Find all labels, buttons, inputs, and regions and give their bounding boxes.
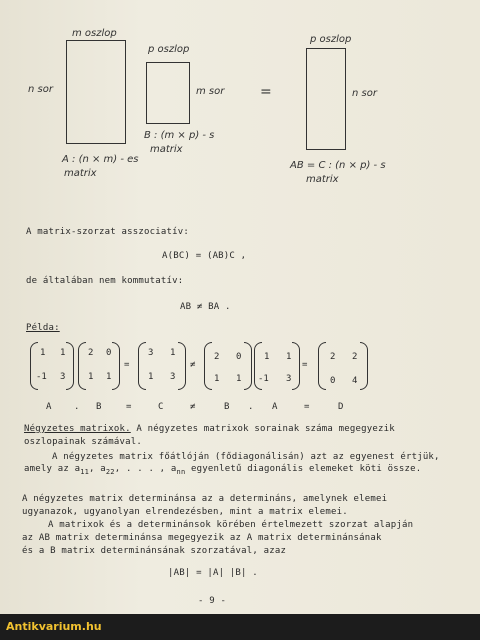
square-text: A négyzetes matrixok sorainak száma megegyezik [130, 424, 395, 434]
label-ab-dim: AB = C : (n × p) - s [290, 160, 386, 171]
square-line-4 [24, 464, 421, 476]
equals-sign: = [124, 360, 130, 370]
matrix-cell: 0 [106, 348, 112, 358]
watermark-brand: Antikvarium.hu [6, 620, 102, 633]
square-title: Négyzetes matrixok. [24, 424, 131, 434]
assoc-formula: A(BC) = (AB)C , [162, 251, 247, 261]
matrix-cell: 1 [60, 348, 66, 358]
bracket-left [318, 342, 326, 390]
equals-sign: = [302, 360, 308, 370]
diagram-equals: = [260, 84, 272, 100]
square-line-2: oszlopainak számával. [24, 437, 142, 447]
matrix-cell: 3 [286, 374, 292, 384]
bracket-right [66, 342, 74, 390]
matrix-cell: 4 [352, 376, 358, 386]
letter-token: B [224, 402, 230, 412]
letter-token: D [338, 402, 344, 412]
matrix-cell: 2 [330, 352, 336, 362]
matrix-cell: 0 [236, 352, 242, 362]
letter-token: . [74, 402, 80, 412]
bracket-right [292, 342, 300, 390]
assoc-text: A matrix-szorzat asszociatív: [26, 227, 189, 237]
matrix-cell: 1 [148, 372, 154, 382]
square-line-1 [24, 424, 395, 434]
label-a-dim: A : (n × m) - es [62, 154, 139, 165]
det-line-4: az AB matrix determinánsa megegyezik az A matrix determinánsának [22, 533, 382, 543]
bracket-left [78, 342, 86, 390]
matrix-cell: 3 [170, 372, 176, 382]
label-m-oszlop: m oszlop [72, 28, 117, 39]
square-line-4-dots: , . . . , a [114, 464, 177, 474]
not-equal-sign: ≠ [190, 360, 196, 370]
letter-token: A [272, 402, 278, 412]
matrix-cell: -1 [36, 372, 47, 382]
label-m-sor: m sor [196, 86, 225, 97]
matrix-cell: 2 [352, 352, 358, 362]
label-ab-matrix: matrix [306, 174, 339, 185]
letter-token: B [96, 402, 102, 412]
matrix-cell: 3 [148, 348, 154, 358]
subscript: 11 [80, 467, 90, 476]
matrix-cell: 1 [88, 372, 94, 382]
label-b-dim: B : (m × p) - s [144, 130, 215, 141]
matrix-cell: 1 [40, 348, 46, 358]
noncomm-formula: AB ≠ BA . [180, 302, 231, 312]
matrix-cell: 1 [106, 372, 112, 382]
letter-token: . [248, 402, 254, 412]
label-a-matrix: matrix [64, 168, 97, 179]
letter-token: = [126, 402, 132, 412]
matrix-a-rect [66, 40, 126, 144]
bracket-right [112, 342, 120, 390]
det-formula: |AB| = |A| |B| . [168, 568, 258, 578]
det-line-5: és a B matrix determinánsának szorzatával, azaz [22, 546, 287, 556]
label-n-sor-left: n sor [28, 84, 53, 95]
page-number: - 9 - [198, 596, 227, 606]
watermark-bar [0, 614, 480, 640]
example-heading: Példa: [26, 323, 60, 333]
bracket-right [360, 342, 368, 390]
letter-token: = [304, 402, 310, 412]
matrix-cell: 1 [236, 374, 242, 384]
det-line-3: A matrixok és a determinánsok körében értelmezett szorzat alapján [48, 520, 414, 530]
label-p-oszlop: p oszlop [148, 44, 190, 55]
label-p-oszlop-right: p oszlop [310, 34, 352, 45]
letter-token: A [46, 402, 52, 412]
bracket-right [178, 342, 186, 390]
bracket-left [204, 342, 212, 390]
letter-token: C [158, 402, 164, 412]
bracket-left [138, 342, 146, 390]
matrix-cell: 0 [330, 376, 336, 386]
label-b-matrix: matrix [150, 144, 183, 155]
subscript: 22 [105, 467, 115, 476]
matrix-cell: 2 [214, 352, 220, 362]
matrix-ab-rect [306, 48, 346, 150]
subscript: nn [176, 467, 186, 476]
noncomm-text: de általában nem kommutatív: [26, 276, 184, 286]
matrix-cell: 3 [60, 372, 66, 382]
det-line-2: ugyanazok, ugyanolyan elrendezésben, mint a matrix elemei. [22, 507, 348, 517]
matrix-cell: 1 [214, 374, 220, 384]
square-line-3: A négyzetes matrix főátlóján (fődiagonálisán) azt az egyenest értjük, [52, 452, 440, 462]
letter-token: ≠ [190, 402, 196, 412]
square-line-4-end: egyenletű diagonális elemeket köti össze. [185, 464, 422, 474]
matrix-cell: 1 [286, 352, 292, 362]
matrix-cell: 1 [170, 348, 176, 358]
square-line-4-start: amely az a [24, 464, 81, 474]
matrix-cell: 2 [88, 348, 94, 358]
bracket-right [244, 342, 252, 390]
det-line-1: A négyzetes matrix determinánsa az a determináns, amelynek elemei [22, 494, 388, 504]
label-n-sor-right: n sor [352, 88, 377, 99]
matrix-cell: 1 [264, 352, 270, 362]
matrix-cell: -1 [258, 374, 269, 384]
matrix-b-rect [146, 62, 190, 124]
bracket-left [30, 342, 38, 390]
square-line-4-comma: , a [89, 464, 106, 474]
